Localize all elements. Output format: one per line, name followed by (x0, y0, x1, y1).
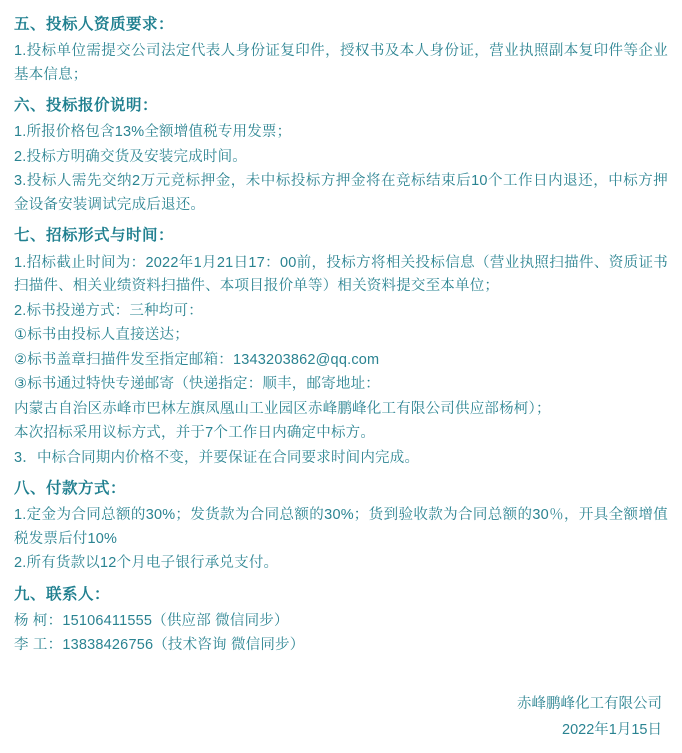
section-paragraph-address: 内蒙古自治区赤峰市巴林左旗凤凰山工业园区赤峰鹏峰化工有限公司供应部杨柯）； (14, 400, 551, 417)
section-paragraph: 2.投标方明确交货及安装完成时间。 (14, 148, 247, 165)
section-paragraph: 1.所报价格包含13%全额增值税专用发票； (14, 124, 292, 141)
section-paragraph: 1.定金为合同总额的30%；发货款为合同总额的30%；货到验收款为合同总额的30％，开具全额增值税发票后付10% (14, 507, 668, 547)
section-paragraph: 3．中标合同期内价格不变，并要保证在合同要求时间内完成。 (14, 449, 420, 466)
section-quotation (14, 94, 668, 217)
section-contacts (14, 583, 668, 658)
section-payment (14, 477, 668, 576)
section-qualification (14, 13, 668, 87)
section-paragraph: 2.所有货款以12个月电子银行承兑支付。 (14, 555, 279, 572)
contact-person-li: 李 工：13838426756（技术咨询 微信同步） (14, 637, 305, 654)
section-heading: 五、投标人资质要求： (14, 16, 175, 33)
section-paragraph: 1.招标截止时间为：2022年1月21日17：00前，投标方将相关投标信息（营业执照扫描件、资质证书扫描件、相关业绩资料扫描件、本项目报价单等）相关资料提交至本单位； (14, 254, 668, 295)
signature-block (517, 692, 662, 743)
section-paragraph: 1.投标单位需提交公司法定代表人身份证复印件，授权书及本人身份证，营业执照副本复印件等企业基本信息； (14, 43, 668, 83)
section-heading: 六、投标报价说明： (14, 97, 159, 115)
contact-person-yang: 杨 柯：15106411555（供应部 微信同步） (14, 612, 289, 629)
section-paragraph: 2.标书投递方式：三种均可： (14, 302, 203, 319)
section-paragraph: 本次招标采用议标方式，并于7个工作日内确定中标方。 (14, 425, 376, 442)
signature-company: 赤峰鹏峰化工有限公司 (517, 696, 662, 713)
section-paragraph: ③标书通过特快专递邮寄（快递指定：顺丰，邮寄地址： (14, 376, 380, 393)
section-paragraph-email: ②标书盖章扫描件发至指定邮箱：1343203862@qq.com (14, 351, 380, 368)
section-heading: 七、招标形式与时间： (14, 227, 175, 245)
section-paragraph: ①标书由投标人直接送达； (14, 327, 189, 344)
signature-date: 2022年1月15日 (562, 721, 662, 738)
section-heading: 九、联系人： (14, 585, 111, 603)
section-paragraph: 3.投标人需先交纳2万元竞标押金，未中标投标方押金将在竞标结束后10个工作日内退还，中标方押金设备安装调试完成后退还。 (14, 173, 668, 213)
section-form-and-time (14, 224, 668, 470)
section-heading: 八、付款方式： (14, 480, 127, 498)
